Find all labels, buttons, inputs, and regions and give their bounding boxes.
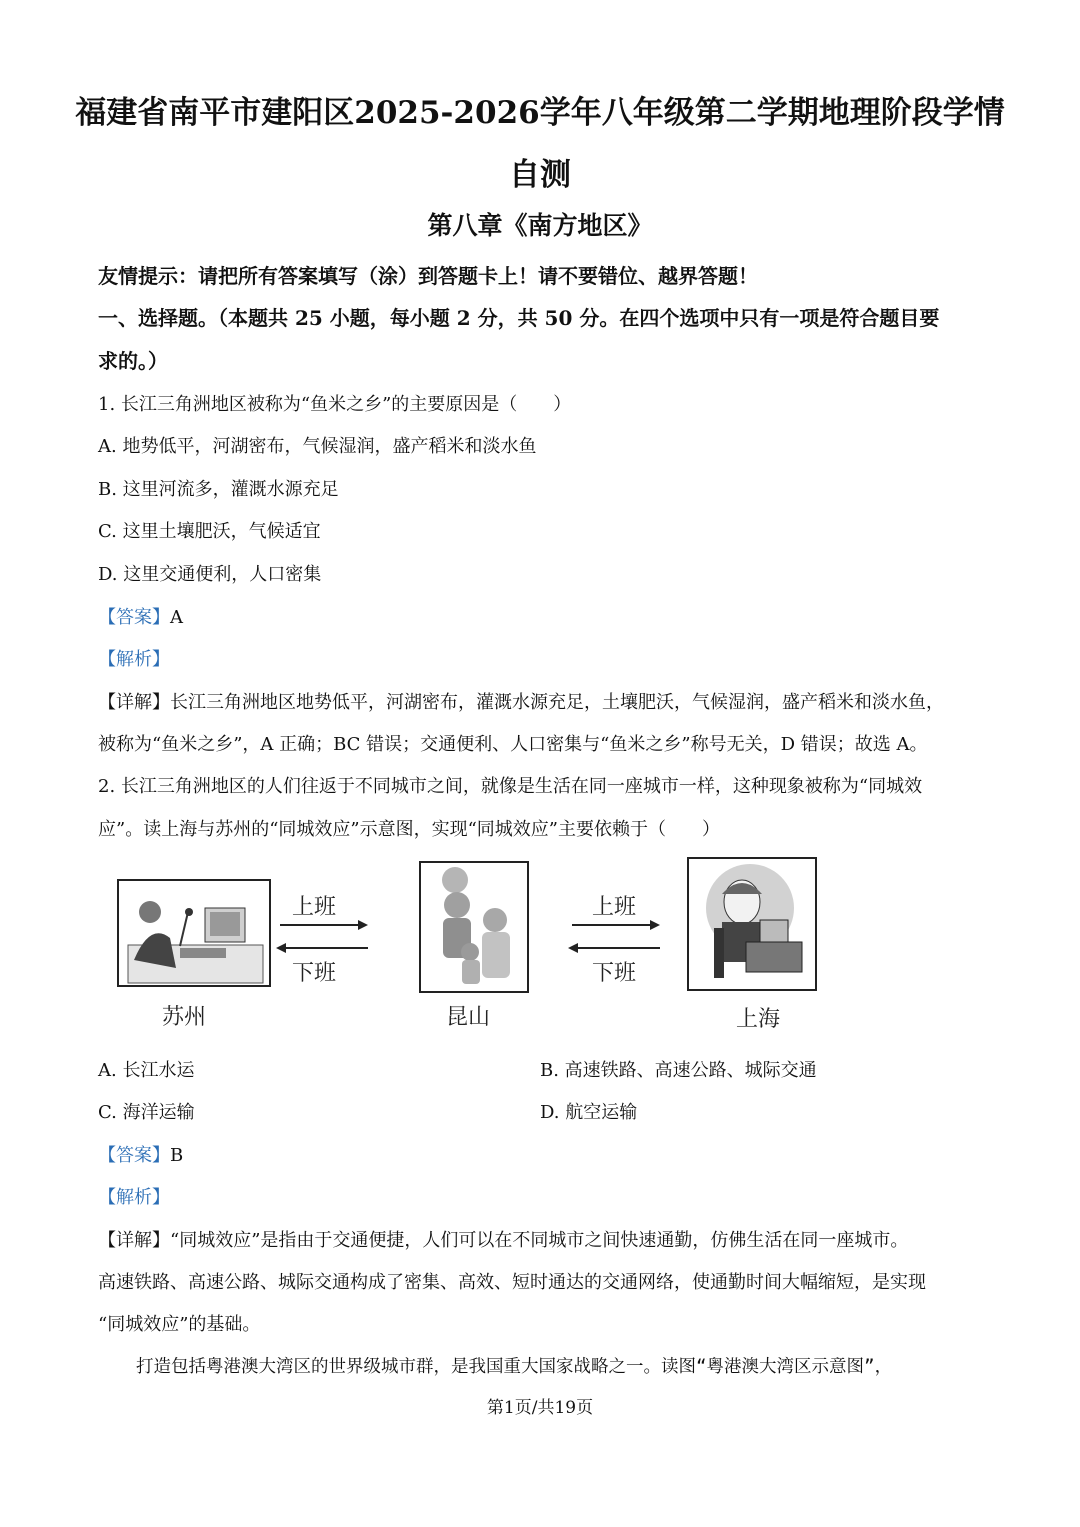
label-off-work-1: 下班	[292, 961, 337, 986]
same-city-effect-figure	[110, 850, 830, 1040]
label-go-work-2: 上班	[592, 895, 637, 920]
label-shanghai: 上海	[736, 1007, 781, 1032]
q2-detail-line2: 高速铁路、高速公路、城际交通构成了密集、高效、短时通达的交通网络，使通勤时间大幅缩短，是实现	[98, 1272, 926, 1293]
chapter-subtitle: 第八章《南方地区》	[427, 211, 653, 240]
answer-tag: 【答案】	[98, 1145, 170, 1166]
q1-answer	[98, 603, 183, 629]
answer-tag: 【答案】	[98, 607, 170, 628]
label-suzhou: 苏州	[162, 1005, 207, 1030]
q2-detail-line1: 【详解】“同城效应”是指由于交通便捷，人们可以在不同城市之间快速通勤，仿佛生活在同一座城市。	[98, 1230, 909, 1251]
q1-detail-line2: 被称为“鱼米之乡”，A 正确；BC 错误；交通便利、人口密集与“鱼米之乡”称号无关，D 错误；故选 A。	[98, 734, 928, 755]
q2-option-b: B. 高速铁路、高速公路、城际交通	[540, 1060, 817, 1081]
q2-option-d: D. 航空运输	[540, 1102, 638, 1123]
label-kunshan: 昆山	[446, 1005, 491, 1030]
q2-option-a: A. 长江水运	[98, 1060, 195, 1081]
notice: 友情提示：请把所有答案填写（涂）到答题卡上！请不要错位、越界答题！	[98, 264, 758, 288]
q2-option-c: C. 海洋运输	[98, 1102, 195, 1123]
section-heading-line2: 求的。）	[98, 349, 168, 373]
page-title: 福建省南平市建阳区2025-2026学年八年级第二学期地理阶段学情自测	[75, 95, 1005, 193]
section-heading-line1: 一、选择题。（本题共 25 小题，每小题 2 分，共 50 分。在四个选项中只有一项是符合题目要	[98, 306, 940, 330]
q1-option-d: D. 这里交通便利，人口密集	[98, 564, 322, 585]
answer-value: B	[170, 1145, 184, 1166]
q2-answer	[98, 1141, 183, 1167]
q1-option-c: C. 这里土壤肥沃，气候适宜	[98, 521, 321, 542]
answer-value: A	[170, 607, 183, 628]
next-question-intro: 打造包括粤港澳大湾区的世界级城市群，是我国重大国家战略之一。读图“粤港澳大湾区示意图”，	[136, 1357, 893, 1377]
q2-detail-line3: “同城效应”的基础。	[98, 1314, 261, 1335]
q2-analysis-tag: 【解析】	[98, 1187, 170, 1208]
q2-stem-line1: 2. 长江三角洲地区的人们往返于不同城市之间，就像是生活在同一座城市一样，这种现象被称为“同城效	[98, 776, 923, 797]
page-footer: 第1页/共19页	[486, 1398, 594, 1418]
q1-detail-line1: 【详解】长江三角洲地区地势低平，河湖密布，灌溉水源充足，土壤肥沃，气候湿润，盛产稻米和淡水鱼，	[98, 692, 944, 713]
label-go-work-1: 上班	[292, 895, 337, 920]
label-off-work-2: 下班	[592, 961, 637, 986]
q2-stem-line2: 应”。读上海与苏州的“同城效应”示意图，实现“同城效应”主要依赖于（ ）	[98, 819, 721, 840]
q1-option-b: B. 这里河流多，灌溉水源充足	[98, 479, 339, 500]
q1-option-a: A. 地势低平，河湖密布，气候湿润，盛产稻米和淡水鱼	[98, 436, 537, 457]
q1-analysis-tag: 【解析】	[98, 649, 170, 670]
q1-stem: 1. 长江三角洲地区被称为“鱼米之乡”的主要原因是（ ）	[98, 394, 572, 415]
